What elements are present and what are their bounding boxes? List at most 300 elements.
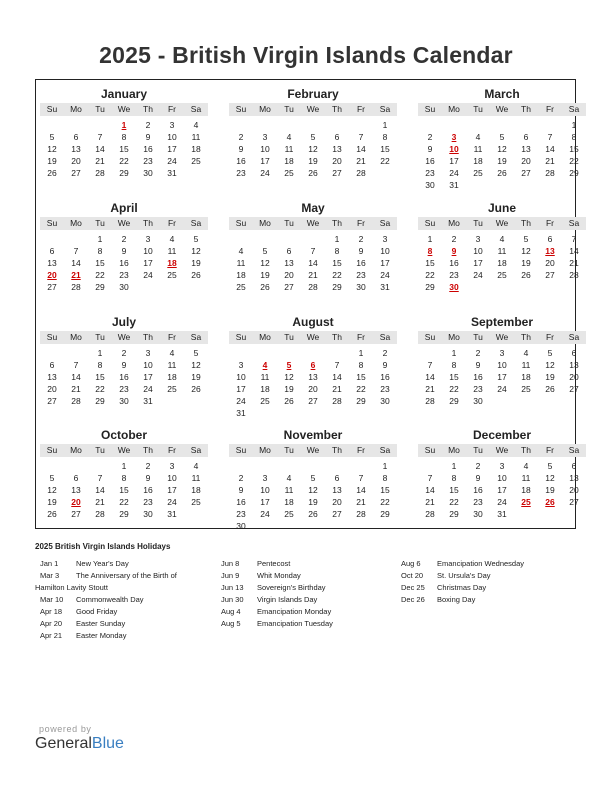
holiday-day: 9 (451, 246, 457, 256)
day: 11 (236, 258, 246, 268)
holiday-name: Boxing Day (437, 595, 476, 604)
holiday-date: Mar 10 (40, 595, 64, 604)
day: 1 (334, 234, 340, 244)
day: 8 (121, 473, 127, 483)
month-june (418, 198, 586, 308)
weekday-label: We (306, 104, 320, 114)
holiday-name: Virgin Islands Day (257, 595, 318, 604)
day: 22 (332, 270, 342, 280)
day: 19 (260, 270, 270, 280)
weekday-label: Fr (545, 332, 555, 342)
day: 1 (97, 234, 103, 244)
weekday-label: Su (46, 332, 58, 342)
day: 21 (95, 497, 105, 507)
weekday-label: Tu (473, 104, 483, 114)
day: 26 (497, 168, 507, 178)
day: 24 (497, 497, 507, 507)
day: 26 (308, 168, 318, 178)
day: 24 (143, 270, 153, 280)
day: 21 (425, 384, 435, 394)
weekday-label: Sa (379, 218, 391, 228)
weekday-label: We (117, 218, 131, 228)
day: 29 (332, 282, 342, 292)
day: 14 (425, 485, 435, 495)
day: 11 (167, 360, 177, 370)
weekday-label: Sa (568, 445, 580, 455)
weekday-header (40, 103, 208, 116)
day: 4 (169, 234, 175, 244)
day: 18 (167, 372, 177, 382)
weekday-label: We (306, 445, 320, 455)
weekday-label: Th (143, 218, 153, 228)
day: 12 (521, 246, 531, 256)
day: 30 (473, 396, 483, 406)
day: 12 (47, 144, 57, 154)
weekday-label: Mo (70, 445, 82, 455)
weekday-label: Fr (356, 332, 366, 342)
day: 26 (191, 270, 201, 280)
day: 20 (521, 156, 531, 166)
day: 27 (545, 270, 555, 280)
day: 28 (569, 270, 579, 280)
day: 2 (121, 234, 127, 244)
weekday-label: Sa (190, 332, 202, 342)
day: 30 (119, 282, 129, 292)
weekday-label: Sa (190, 104, 202, 114)
day: 4 (499, 234, 505, 244)
weekday-label: Sa (379, 445, 391, 455)
day: 15 (95, 258, 105, 268)
day: 28 (425, 509, 435, 519)
month-name: November (283, 428, 343, 442)
day: 23 (473, 384, 483, 394)
day: 19 (191, 258, 201, 268)
day: 13 (71, 144, 81, 154)
day: 24 (236, 396, 246, 406)
day: 23 (449, 270, 459, 280)
day: 3 (145, 234, 151, 244)
day: 15 (356, 372, 366, 382)
month-march (418, 84, 586, 194)
day: 6 (571, 461, 577, 471)
day: 10 (497, 473, 507, 483)
day: 13 (47, 258, 57, 268)
day: 11 (284, 485, 294, 495)
day: 25 (167, 270, 177, 280)
day: 14 (71, 372, 81, 382)
weekday-label: Sa (568, 104, 580, 114)
day: 24 (497, 384, 507, 394)
day: 1 (427, 234, 433, 244)
holiday-date: Jun 30 (221, 595, 244, 604)
holiday-day: 18 (167, 258, 177, 268)
holiday-name: Commonwealth Day (76, 595, 144, 604)
day: 23 (356, 270, 366, 280)
day: 20 (71, 156, 81, 166)
day: 11 (260, 372, 270, 382)
day: 8 (571, 132, 577, 142)
weekday-header (229, 217, 397, 230)
holiday-date: Jun 9 (221, 571, 240, 580)
day: 15 (119, 144, 129, 154)
weekday-header (229, 103, 397, 116)
weekday-header (229, 331, 397, 344)
day: 29 (119, 168, 129, 178)
day: 17 (449, 156, 459, 166)
day: 3 (475, 234, 481, 244)
day: 28 (308, 282, 318, 292)
month-name: March (484, 87, 520, 101)
day: 29 (95, 396, 105, 406)
day: 29 (449, 509, 459, 519)
month-may (229, 198, 397, 308)
day: 23 (473, 497, 483, 507)
holiday-date: Dec 25 (401, 583, 425, 592)
day: 16 (356, 258, 366, 268)
day: 3 (169, 461, 175, 471)
day: 14 (356, 144, 366, 154)
day: 6 (49, 360, 55, 370)
weekday-label: Su (424, 218, 436, 228)
day: 17 (260, 497, 270, 507)
day: 1 (571, 120, 577, 130)
day: 27 (521, 168, 531, 178)
day: 25 (236, 282, 246, 292)
day: 21 (95, 156, 105, 166)
month-name: February (287, 87, 339, 101)
weekday-label: Tu (95, 218, 105, 228)
day: 31 (380, 282, 390, 292)
day: 19 (545, 485, 555, 495)
day: 1 (358, 348, 364, 358)
day: 28 (356, 168, 366, 178)
day: 13 (332, 485, 342, 495)
day: 24 (473, 270, 483, 280)
holiday-day: 26 (545, 497, 555, 507)
weekday-label: Tu (95, 445, 105, 455)
weekday-label: Mo (259, 445, 271, 455)
weekday-label: Mo (448, 104, 460, 114)
weekday-label: Su (46, 445, 58, 455)
day: 17 (473, 258, 483, 268)
day: 18 (284, 156, 294, 166)
month-name: July (111, 315, 136, 329)
day: 16 (236, 497, 246, 507)
day: 2 (475, 461, 481, 471)
day: 9 (382, 360, 388, 370)
day: 21 (356, 497, 366, 507)
day: 3 (382, 234, 388, 244)
day: 19 (497, 156, 507, 166)
holiday-day: 8 (427, 246, 433, 256)
day: 8 (97, 360, 103, 370)
day: 6 (49, 246, 55, 256)
weekday-label: Mo (70, 218, 82, 228)
day: 19 (191, 372, 201, 382)
day: 5 (49, 473, 55, 483)
day: 12 (497, 144, 507, 154)
day: 19 (308, 156, 318, 166)
page-title: 2025 - British Virgin Islands Calendar (99, 42, 513, 68)
weekday-label: Th (332, 104, 342, 114)
weekday-label: Sa (190, 218, 202, 228)
holiday-date: Aug 6 (401, 559, 421, 568)
weekday-label: We (495, 104, 509, 114)
day: 8 (382, 473, 388, 483)
day: 9 (145, 473, 151, 483)
day: 30 (473, 509, 483, 519)
day: 2 (145, 461, 151, 471)
weekday-label: Sa (190, 445, 202, 455)
day: 11 (473, 144, 483, 154)
weekday-label: Mo (70, 104, 82, 114)
day: 20 (332, 156, 342, 166)
weekday-label: We (306, 332, 320, 342)
month-name: January (100, 87, 148, 101)
day: 28 (71, 396, 81, 406)
day: 29 (119, 509, 129, 519)
weekday-label: Fr (167, 332, 177, 342)
day: 7 (97, 473, 103, 483)
day: 21 (425, 497, 435, 507)
weekday-label: Th (143, 445, 153, 455)
day: 28 (356, 509, 366, 519)
day: 21 (356, 156, 366, 166)
weekday-label: Sa (379, 332, 391, 342)
day: 30 (356, 282, 366, 292)
day: 10 (167, 132, 177, 142)
day: 17 (497, 485, 507, 495)
weekday-label: Th (521, 104, 531, 114)
weekday-label: Th (332, 218, 342, 228)
month-august (229, 312, 397, 422)
day: 8 (451, 473, 457, 483)
holiday-date: Aug 5 (221, 619, 241, 628)
day: 26 (191, 384, 201, 394)
day: 2 (427, 132, 433, 142)
month-july (40, 312, 208, 422)
day: 26 (284, 396, 294, 406)
day: 16 (380, 372, 390, 382)
day: 26 (521, 270, 531, 280)
weekday-label: Mo (259, 218, 271, 228)
day: 21 (308, 270, 318, 280)
day: 8 (97, 246, 103, 256)
day: 4 (169, 348, 175, 358)
day: 15 (119, 485, 129, 495)
day: 7 (334, 360, 340, 370)
day: 14 (356, 485, 366, 495)
day: 26 (47, 509, 57, 519)
holiday-name-continued: Hamilton Lavity Stoutt (35, 583, 108, 592)
day: 1 (382, 461, 388, 471)
day: 27 (569, 384, 579, 394)
holiday-day: 1 (121, 120, 127, 130)
brand-logo (35, 724, 124, 753)
holiday-day: 4 (262, 360, 268, 370)
day: 20 (284, 270, 294, 280)
day: 2 (145, 120, 151, 130)
day: 17 (380, 258, 390, 268)
holiday-name: Pentecost (257, 559, 291, 568)
day: 16 (143, 485, 153, 495)
day: 19 (284, 384, 294, 394)
day: 3 (262, 132, 268, 142)
holiday-name: Easter Sunday (76, 619, 126, 628)
day: 20 (332, 497, 342, 507)
weekday-label: Fr (167, 218, 177, 228)
day: 22 (380, 497, 390, 507)
day: 11 (167, 246, 177, 256)
month-name: December (472, 428, 532, 442)
day: 31 (167, 509, 177, 519)
day: 23 (119, 384, 129, 394)
day: 10 (236, 372, 246, 382)
day: 19 (47, 497, 57, 507)
holiday-name: Emancipation Tuesday (257, 619, 333, 628)
day: 3 (238, 360, 244, 370)
weekday-label: Su (235, 104, 247, 114)
holiday-date: Oct 20 (401, 571, 424, 580)
weekday-label: Su (46, 104, 58, 114)
day: 29 (449, 396, 459, 406)
holiday-day: 3 (451, 132, 457, 142)
day: 7 (310, 246, 316, 256)
day: 6 (334, 132, 340, 142)
weekday-label: Fr (167, 445, 177, 455)
day: 14 (71, 258, 81, 268)
weekday-label: Tu (284, 104, 294, 114)
day: 6 (547, 234, 553, 244)
day: 17 (167, 485, 177, 495)
day: 26 (47, 168, 57, 178)
day: 1 (121, 461, 127, 471)
day: 4 (523, 348, 529, 358)
weekday-label: We (495, 218, 509, 228)
day: 6 (571, 348, 577, 358)
day: 13 (308, 372, 318, 382)
holiday-date: Apr 20 (40, 619, 63, 628)
day: 5 (547, 348, 553, 358)
day: 4 (286, 473, 292, 483)
month-november (229, 425, 397, 535)
holiday-day: 6 (310, 360, 316, 370)
holiday-name: Christmas Day (437, 583, 487, 592)
day: 13 (71, 485, 81, 495)
day: 23 (236, 168, 246, 178)
holiday-name: Easter Monday (76, 631, 127, 640)
day: 18 (191, 485, 201, 495)
day: 4 (523, 461, 529, 471)
day: 25 (284, 168, 294, 178)
day: 24 (143, 384, 153, 394)
day: 17 (260, 156, 270, 166)
day: 11 (191, 473, 201, 483)
day: 3 (262, 473, 268, 483)
weekday-label: Su (424, 332, 436, 342)
day: 27 (332, 168, 342, 178)
day: 26 (260, 282, 270, 292)
day: 14 (332, 372, 342, 382)
weekday-label: Tu (473, 445, 483, 455)
day: 20 (569, 372, 579, 382)
holiday-day: 20 (71, 497, 81, 507)
weekday-label: Fr (356, 104, 366, 114)
day: 16 (119, 258, 129, 268)
day: 7 (427, 360, 433, 370)
day: 29 (95, 282, 105, 292)
weekday-label: Th (521, 218, 531, 228)
holiday-day: 25 (521, 497, 531, 507)
day: 8 (121, 132, 127, 142)
weekday-label: We (306, 218, 320, 228)
day: 6 (286, 246, 292, 256)
holidays-heading: 2025 British Virgin Islands Holidays (35, 542, 171, 551)
day: 11 (521, 360, 531, 370)
weekday-label: Tu (284, 332, 294, 342)
day: 5 (193, 348, 199, 358)
weekday-header (418, 103, 586, 116)
day: 25 (284, 509, 294, 519)
day: 2 (238, 473, 244, 483)
day: 12 (308, 485, 318, 495)
weekday-label: Th (521, 445, 531, 455)
day: 14 (95, 485, 105, 495)
day: 30 (143, 168, 153, 178)
day: 9 (121, 246, 127, 256)
day: 30 (380, 396, 390, 406)
holiday-day: 10 (449, 144, 459, 154)
day: 9 (145, 132, 151, 142)
weekday-label: Mo (259, 332, 271, 342)
weekday-label: Fr (545, 104, 555, 114)
day: 22 (119, 156, 129, 166)
day: 22 (95, 270, 105, 280)
day: 27 (332, 509, 342, 519)
day: 18 (521, 485, 531, 495)
day: 18 (260, 384, 270, 394)
day: 16 (119, 372, 129, 382)
weekday-label: Su (424, 445, 436, 455)
day: 14 (95, 144, 105, 154)
day: 27 (284, 282, 294, 292)
day: 24 (380, 270, 390, 280)
day: 29 (380, 509, 390, 519)
holiday-date: Apr 21 (40, 631, 63, 640)
month-name: May (301, 201, 325, 215)
powered-by-text: powered by (39, 724, 92, 734)
day: 11 (497, 246, 507, 256)
day: 24 (167, 156, 177, 166)
day: 20 (545, 258, 555, 268)
weekday-label: We (117, 104, 131, 114)
day: 26 (545, 384, 555, 394)
weekday-header (418, 217, 586, 230)
day: 31 (449, 180, 459, 190)
day: 24 (449, 168, 459, 178)
day: 29 (356, 396, 366, 406)
day: 14 (425, 372, 435, 382)
holiday-name: St. Ursula's Day (437, 571, 491, 580)
day: 7 (571, 234, 577, 244)
day: 12 (284, 372, 294, 382)
day: 13 (284, 258, 294, 268)
day: 20 (308, 384, 318, 394)
day: 29 (569, 168, 579, 178)
weekday-label: Mo (259, 104, 271, 114)
day: 31 (143, 396, 153, 406)
day: 19 (47, 156, 57, 166)
